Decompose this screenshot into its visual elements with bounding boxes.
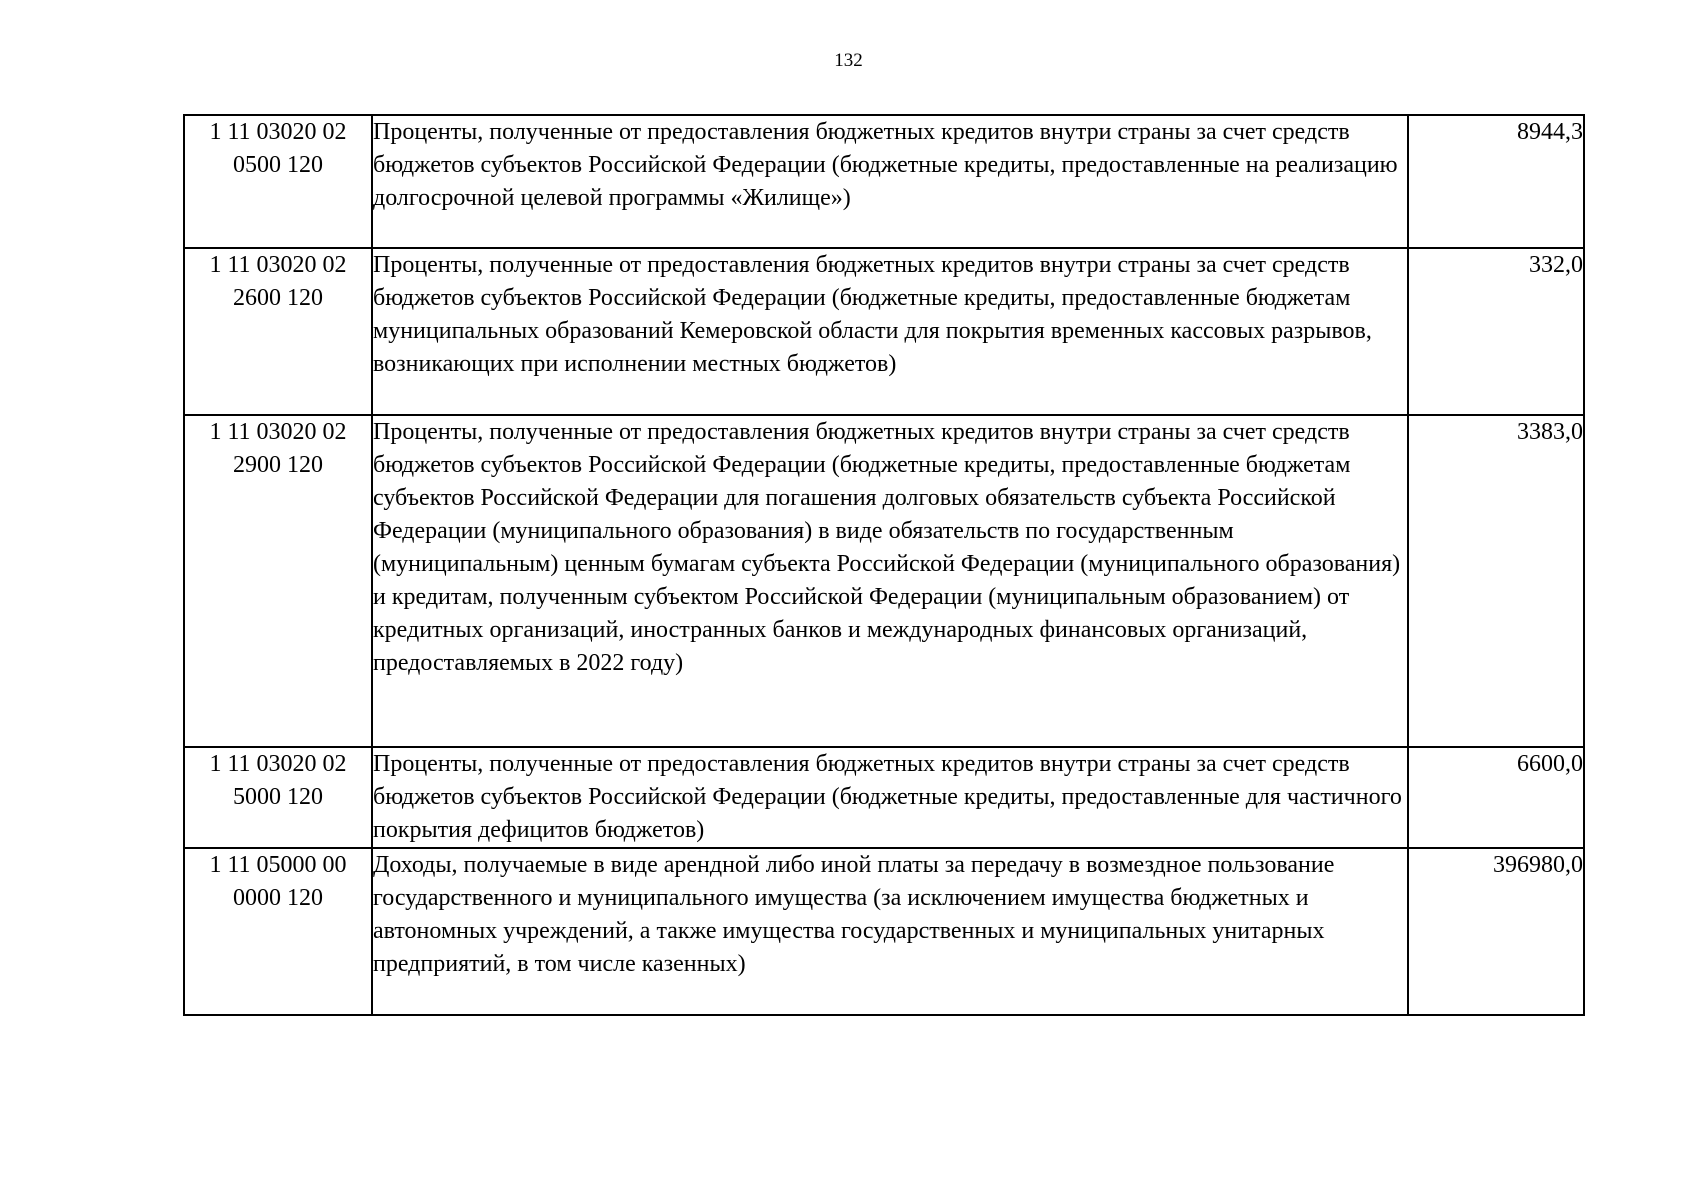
amount-cell: 332,0 [1408, 248, 1584, 415]
description-cell: Проценты, полученные от предоставления бюджетных кредитов внутри страны за счет средств бюджетов субъектов Российской Федерации (бюджетные кредиты, предоставленные бюджетам муниципальных образований Кемеровской области для покрытия временных кассовых разрывов, возникающих при исполнении местных бюджетов) [372, 248, 1408, 415]
budget-code-cell: 1 11 03020 02 5000 120 [184, 747, 372, 848]
description-cell: Проценты, полученные от предоставления бюджетных кредитов внутри страны за счет средств бюджетов субъектов Российской Федерации (бюджетные кредиты, предоставленные для частичного покрытия дефицитов бюджетов) [372, 747, 1408, 848]
description-cell: Доходы, получаемые в виде арендной либо иной платы за передачу в возмездное пользование государственного и муниципального имущества (за исключением имущества бюджетных и автономных учреждений, а также имущества государственных и муниципальных унитарных предприятий, в том числе казенных) [372, 848, 1408, 1015]
description-cell: Проценты, полученные от предоставления бюджетных кредитов внутри страны за счет средств бюджетов субъектов Российской Федерации (бюджетные кредиты, предоставленные на реализацию долгосрочной целевой программы «Жилище») [372, 115, 1408, 248]
table-row [184, 115, 1584, 248]
revenue-table [183, 114, 1585, 1016]
page-number: 132 [834, 50, 863, 71]
amount-cell: 6600,0 [1408, 747, 1584, 848]
description-cell: Проценты, полученные от предоставления бюджетных кредитов внутри страны за счет средств бюджетов субъектов Российской Федерации (бюджетные кредиты, предоставленные бюджетам субъектов Российской Федерации для погашения долговых обязательств субъекта Российской Федерации (муниципального образования) в виде обязательств по государственным (муниципальным) ценным бумагам субъекта Российской Федерации (муниципального образования) и кредитам, полученным субъектом Российской Федерации (муниципальным образованием) от кредитных организаций, иностранных банков и международных финансовых организаций, предоставляемых в 2022 году) [372, 415, 1408, 747]
table-row [184, 848, 1584, 1015]
budget-code-cell: 1 11 03020 02 2900 120 [184, 415, 372, 747]
table-row [184, 248, 1584, 415]
table-row [184, 415, 1584, 747]
budget-code-cell: 1 11 03020 02 0500 120 [184, 115, 372, 248]
amount-cell: 8944,3 [1408, 115, 1584, 248]
table-row [184, 747, 1584, 848]
amount-cell: 396980,0 [1408, 848, 1584, 1015]
amount-cell: 3383,0 [1408, 415, 1584, 747]
budget-code-cell: 1 11 03020 02 2600 120 [184, 248, 372, 415]
budget-code-cell: 1 11 05000 00 0000 120 [184, 848, 372, 1015]
